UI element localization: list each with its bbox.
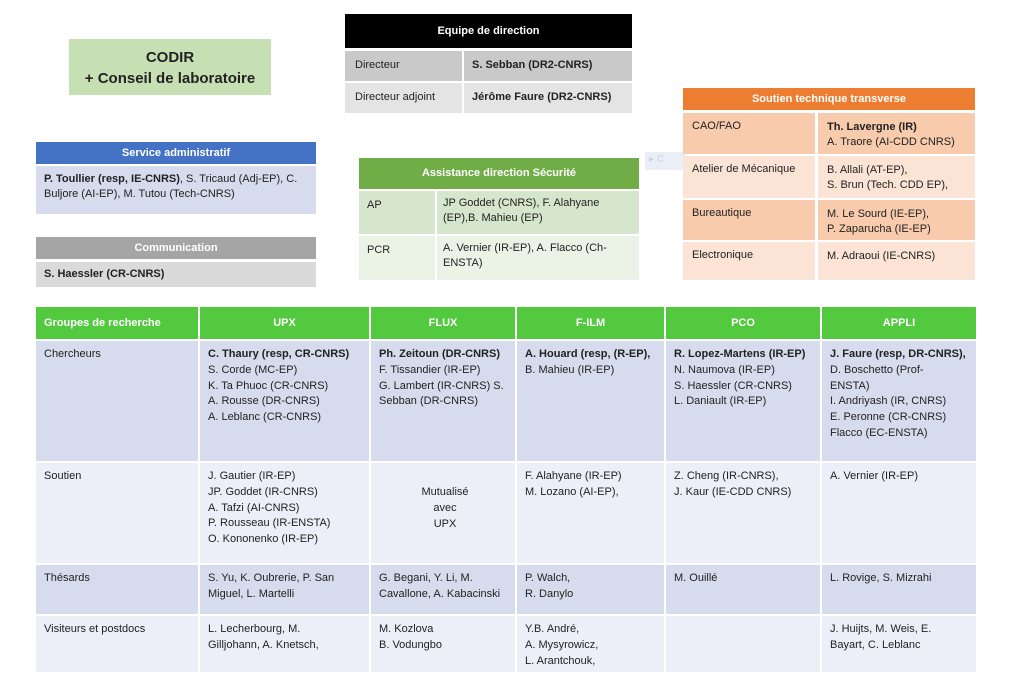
direction-header: Equipe de direction [345, 14, 632, 48]
member-line: S. Corde (MC-EP) [208, 363, 298, 376]
group-header-appli: APPLI [822, 307, 976, 339]
group-header-f-ilm: F-ILM [517, 307, 664, 339]
member-line: G. Begani, Y. Li, M. [379, 572, 473, 584]
member-line: UPX [433, 517, 457, 530]
member-line: F. Alahyane (IR-EP) [525, 470, 622, 482]
member-line: D. Boschetto (Prof- [830, 363, 924, 376]
group-cell [200, 463, 369, 563]
security-members [437, 236, 639, 280]
row-label: Thésards [36, 565, 198, 614]
support-member-line: P. Zaparucha (IE-EP) [827, 223, 931, 235]
group-cell [666, 463, 820, 563]
member-line: R. Danylo [525, 587, 574, 600]
security-header: Assistance direction Sécurité [359, 158, 639, 189]
support-members [818, 242, 975, 280]
member-line: Bayart, C. Leblanc [830, 638, 921, 651]
groups-header-label: Groupes de recherche [36, 307, 198, 339]
member-line: L. Lecherbourg, M. [208, 623, 301, 635]
member-line: A. Tafzi (AI-CNRS) [208, 501, 300, 514]
admin-members [36, 166, 316, 214]
member-line: S. Yu, K. Oubrerie, P. San [208, 572, 335, 584]
direction-role: Directeur adjoint [345, 83, 462, 113]
member-line: G. Lambert (IR-CNRS) S. [379, 379, 504, 392]
member-line: A. Houard (resp, (R-EP), [525, 348, 651, 360]
codir-box [69, 39, 271, 95]
member-line: Flacco (EC-ENSTA) [830, 426, 928, 439]
member-line: Mutualisé [421, 486, 469, 498]
member-line: A. Rousse (DR-CNRS) [208, 395, 320, 408]
member-line: L. Rovige, S. Mizrahi [830, 572, 932, 584]
group-cell [200, 341, 369, 461]
group-cell [666, 341, 820, 461]
member-line: J. Kaur (IE-CDD CNRS) [674, 485, 792, 498]
member-line: Z. Cheng (IR-CNRS), [674, 470, 779, 482]
member-line: Sebban (DR-CNRS) [379, 395, 479, 408]
row-label: Soutien [36, 463, 198, 563]
group-header-flux: FLUX [371, 307, 515, 339]
security-member-line: JP Goddet (CNRS), F. Alahyane [443, 197, 600, 209]
member-line: A. Leblanc (CR-CNRS) [208, 411, 322, 424]
group-cell [822, 616, 976, 672]
support-role: Electronique [683, 242, 815, 280]
member-line: M. Lozano (AI-EP), [525, 485, 619, 498]
communication-member: S. Haessler (CR-CNRS) [36, 262, 316, 287]
member-line: L. Daniault (IR-EP) [674, 395, 767, 408]
member-line: K. Ta Phuoc (CR-CNRS) [208, 379, 329, 392]
background-artifact [645, 152, 685, 170]
artifact-glyph: ▸ [649, 154, 657, 165]
member-line: A. Vernier (IR-EP) [830, 470, 919, 482]
support-member-line: A. Traore (AI-CDD CNRS) [827, 136, 955, 148]
direction-row [345, 83, 632, 113]
member-line: L. Arantchouk, [525, 654, 596, 667]
member-line: J. Huijts, M. Weis, E. [830, 623, 932, 635]
direction-row [345, 51, 632, 81]
direction-role: Directeur [345, 51, 462, 81]
row-label: Visiteurs et postdocs [36, 616, 198, 672]
admin-lead: P. Toullier (resp, IE-CNRS) [44, 173, 180, 185]
member-line: Gilljohann, A. Knetsch, [208, 638, 319, 651]
member-line: R. Lopez-Martens (IR-EP) [674, 348, 806, 360]
support-role: Atelier de Mécanique [683, 156, 815, 198]
member-line: E. Peronne (CR-CNRS) [830, 411, 947, 424]
group-cell [517, 616, 664, 672]
communication-header: Communication [36, 237, 316, 259]
member-line: P. Rousseau (IR-ENSTA) [208, 517, 331, 530]
group-cell [666, 565, 820, 614]
support-member-line: Th. Lavergne (IR) [827, 121, 917, 133]
member-line: J. Gautier (IR-EP) [208, 470, 296, 482]
security-member-line: A. Vernier (IR-EP), A. Flacco (Ch- [443, 242, 607, 254]
member-line: S. Haessler (CR-CNRS) [674, 379, 792, 392]
group-cell [371, 565, 515, 614]
member-line: Y.B. André, [525, 623, 580, 635]
direction-name: S. Sebban (DR2-CNRS) [464, 51, 632, 81]
member-line: Miguel, L. Martelli [208, 587, 295, 600]
artifact-text: C [656, 154, 665, 165]
support-row [683, 156, 975, 198]
support-row [683, 200, 975, 240]
security-role: AP [359, 191, 435, 234]
support-member-line: S. Brun (Tech. CDD EP), [827, 179, 949, 191]
member-line: B. Mahieu (IR-EP) [525, 363, 615, 376]
group-cell [200, 616, 369, 672]
group-cell [371, 341, 515, 461]
member-line: Ph. Zeitoun (DR-CNRS) [379, 348, 500, 360]
group-cell [517, 463, 664, 563]
security-row [359, 191, 639, 234]
codir-subtitle: + Conseil de laboratoire [84, 70, 256, 87]
security-member-line: ENSTA) [443, 257, 483, 269]
member-line: Cavallone, A. Kabacinski [379, 587, 501, 600]
member-line: J. Faure (resp, DR-CNRS), [830, 348, 966, 360]
member-line: JP. Goddet (IR-CNRS) [208, 485, 318, 498]
admin-others: , S. Tricaud (Adj-EP), C. Buljore (AI-EP), M. Tutou (Tech-CNRS) [44, 173, 298, 200]
support-role: CAO/FAO [683, 113, 815, 154]
member-line: I. Andriyash (IR, CNRS) [830, 395, 947, 408]
group-cell [371, 616, 515, 672]
security-role: PCR [359, 236, 435, 280]
member-line: M. Ouillé [674, 572, 718, 584]
group-header-pco: PCO [666, 307, 820, 339]
support-members [818, 156, 975, 198]
member-line: M. Kozlova [379, 623, 434, 635]
direction-name: Jérôme Faure (DR2-CNRS) [464, 83, 632, 113]
member-line: C. Thaury (resp, CR-CNRS) [208, 348, 350, 360]
support-member-line: B. Allali (AT-EP), [827, 164, 908, 176]
support-member-line: M. Adraoui (IE-CNRS) [827, 250, 936, 262]
member-line: F. Tissandier (IR-EP) [379, 363, 481, 376]
support-role: Bureautique [683, 200, 815, 240]
support-row [683, 113, 975, 154]
member-line: P. Walch, [525, 572, 571, 584]
support-header: Soutien technique transverse [683, 88, 975, 110]
member-line: B. Vodungbo [379, 638, 443, 651]
support-members [818, 200, 975, 240]
support-members [818, 113, 975, 154]
member-line: ENSTA) [830, 379, 870, 392]
admin-header: Service administratif [36, 142, 316, 164]
group-cell [822, 341, 976, 461]
security-row [359, 236, 639, 280]
member-line: N. Naumova (IR-EP) [674, 363, 775, 376]
group-cell [517, 341, 664, 461]
member-line: O. Kononenko (IR-EP) [208, 533, 319, 546]
group-cell [371, 463, 515, 563]
group-cell [517, 565, 664, 614]
group-cell [822, 565, 976, 614]
member-line: A. Mysyrowicz, [525, 638, 599, 651]
member-line: avec [433, 501, 457, 514]
group-header-upx: UPX [200, 307, 369, 339]
codir-title: CODIR [145, 49, 195, 66]
support-member-line: M. Le Sourd (IE-EP), [827, 208, 930, 220]
security-members [437, 191, 639, 234]
group-cell [666, 616, 820, 672]
row-label: Chercheurs [36, 341, 198, 461]
support-row [683, 242, 975, 280]
security-member-line: (EP),B. Mahieu (EP) [443, 212, 543, 224]
research-groups-table [36, 307, 976, 672]
group-cell [822, 463, 976, 563]
group-cell [200, 565, 369, 614]
